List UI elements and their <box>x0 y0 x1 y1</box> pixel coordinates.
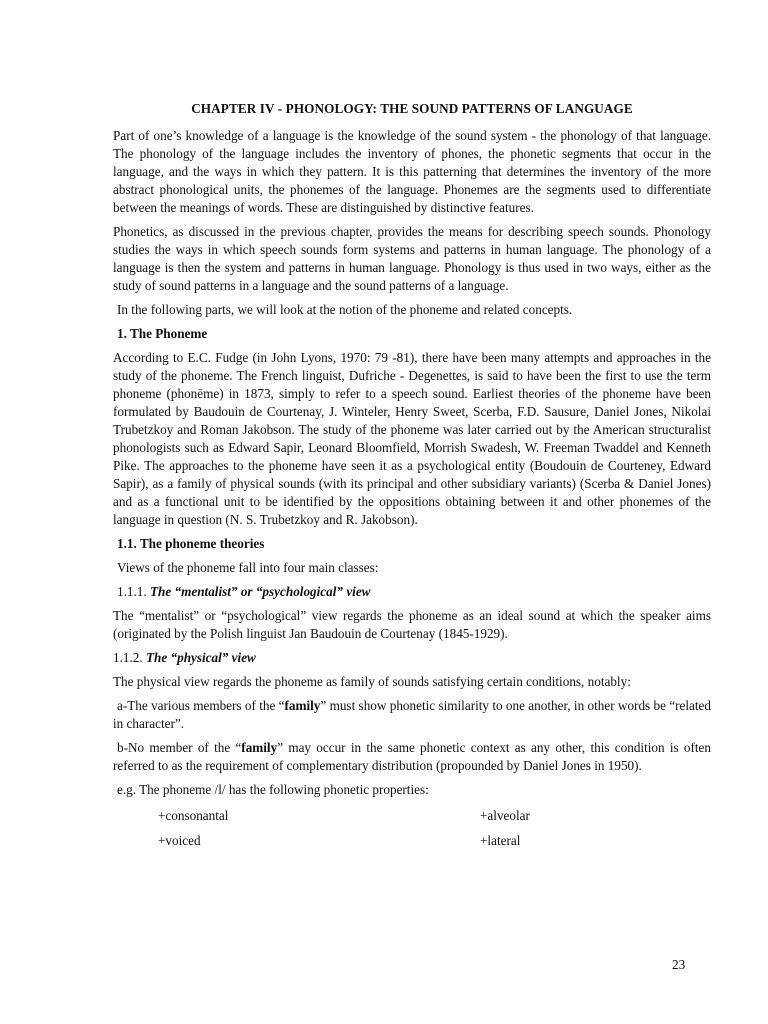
chapter-title: CHAPTER IV - PHONOLOGY: THE SOUND PATTERNS OF LANGUAGE <box>191 101 633 116</box>
item-a-bold: family <box>284 698 321 713</box>
subsection-number: 1.1.1. <box>117 584 147 599</box>
property-alveolar: +alveolar <box>480 808 530 823</box>
paragraph-phoneme-history: According to E.C. Fudge (in John Lyons, 1970: 79 -81), there have been many attempts and approaches in the study of the phoneme. The French linguist, Dufriche - Degenettes, is said to have been the first to use the term phoneme (phonēme) in 1873, simply to refer to a speech sound. Earliest theories of the phoneme have been formulated by Baudouin de Courtenay, J. Winteler, Henry Sweet, Scerba, F.D. Sausure, Daniel Jones, Nikolai Trubetzkoy and Roman Jakobson. The study of the phoneme was later carried out by the American structuralist phonologists such as Edward Sapir, Leonard Bloomfield, Morrish Swadesh, W. Freeman Twaddel and Kenneth Pike. The approaches to the phoneme have seen it as a psychological entity (Boudouin de Courteney, Edward Sapir), as a family of physical sounds (with its principal and other subsidiary variants) (Scerba & Daniel Jones) and as a functional unit to be identified by the oppositions obtaining between it and other phonemes of the language in question (N. S. Trubetzkoy and R. Jakobson). <box>113 350 711 527</box>
paragraph-views-intro: Views of the phoneme fall into four main classes: <box>117 560 379 575</box>
list-item-b <box>113 739 711 775</box>
page-number: 23 <box>672 957 686 972</box>
subsection-number: 1.1.2. <box>113 650 143 665</box>
paragraph-physical: The physical view regards the phoneme as family of sounds satisfying certain conditions, notably: <box>113 674 631 689</box>
property-voiced: +voiced <box>158 833 201 848</box>
section-heading-phoneme: 1. The Phoneme <box>117 326 208 341</box>
item-a-text: a-The various members of the “ <box>117 698 285 713</box>
paragraph-phonetics: Phonetics, as discussed in the previous chapter, provides the means for describing speech sounds. Phonology studies the ways in which speech sounds form systems and patterns in human language. The phonology of a language is then the system and patterns in human language. Phonology is thus used in two ways, either as the study of sound patterns in a language and the sound patterns of a language. <box>113 224 711 293</box>
list-item-a <box>113 697 711 733</box>
item-b-text-end: ” may occur in the same phonetic context as any other, this condition is often referred to as the requirement of complementary distribution (propounded by Daniel Jones in 1950). <box>113 740 711 773</box>
phonetic-properties <box>158 807 711 850</box>
property-consonantal: +consonantal <box>158 808 229 823</box>
paragraph-intro: Part of one’s knowledge of a language is the knowledge of the sound system - the phonology of that language. The phonology of the language includes the inventory of phones, the phonetic segments that occur in the language, and the ways in which they pattern. It is this patterning that determines the inventory of the more abstract phonological units, the phonemes of the language. Phonemes are the segments used to differentiate between the meanings of words. These are distinguished by distinctive features. <box>113 128 711 215</box>
item-b-text: b-No member of the “ <box>117 740 242 755</box>
section-heading-phoneme-theories: 1.1. The phoneme theories <box>117 536 265 551</box>
item-a-text-end: ” must show phonetic similarity to one another, in other words be “related in character”. <box>113 698 711 731</box>
paragraph-example: e.g. The phoneme /l/ has the following phonetic properties: <box>117 782 429 797</box>
page-content <box>113 100 711 850</box>
subsection-title: The “mentalist” or “psychological” view <box>149 584 371 599</box>
property-lateral: +lateral <box>480 833 521 848</box>
subsection-heading-mentalist <box>117 583 711 601</box>
item-b-bold: family <box>241 740 278 755</box>
subsection-heading-physical <box>113 649 711 667</box>
paragraph-mentalist: The “mentalist” or “psychological” view regards the phoneme as an ideal sound at which the speaker aims (originated by the Polish linguist Jan Baudouin de Courtenay (1845-1929). <box>113 608 711 641</box>
subsection-title: The “physical” view <box>145 650 256 665</box>
paragraph-following-parts: In the following parts, we will look at the notion of the phoneme and related concepts. <box>117 302 573 317</box>
